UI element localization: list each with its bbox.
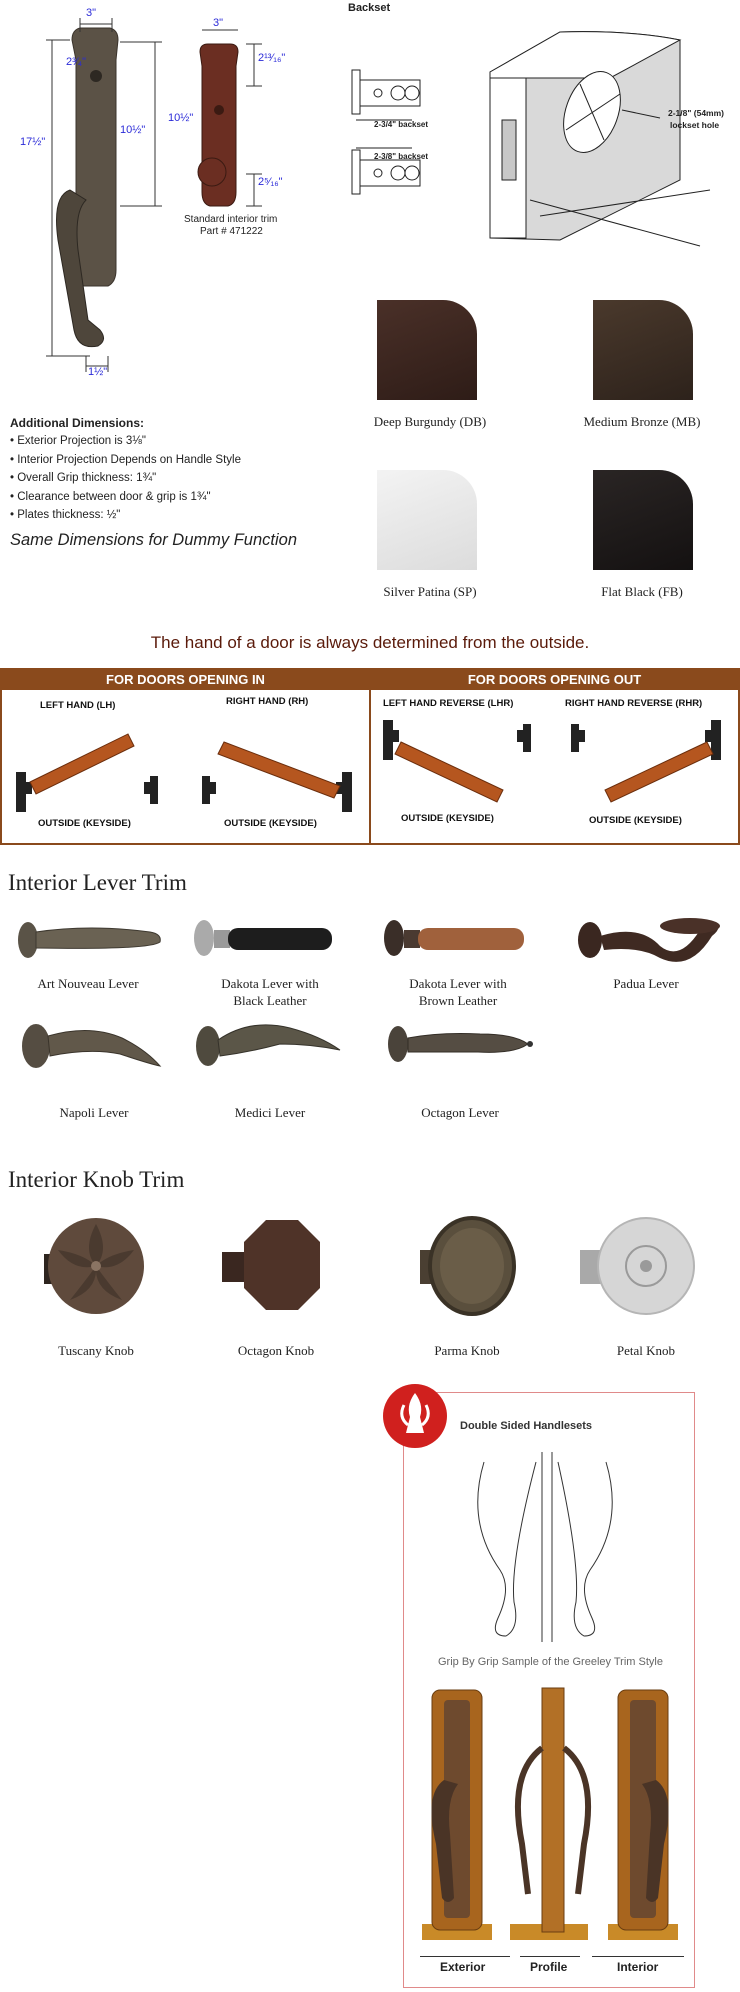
backset-label-a: 2-3/4" backset bbox=[374, 120, 429, 129]
left-hand-reverse-label: LEFT HAND REVERSE (LHR) bbox=[383, 698, 514, 709]
dakota-brown-leather-image bbox=[384, 920, 524, 956]
lever-label: Medici Lever bbox=[234, 1105, 306, 1120]
finish-swatch-silver-patina bbox=[377, 470, 477, 570]
knob-label: Petal Knob bbox=[616, 1343, 676, 1358]
dummy-function-note: Same Dimensions for Dummy Function bbox=[10, 530, 298, 549]
dim-top-width: 3" bbox=[86, 7, 97, 19]
exterior-label: Exterior bbox=[440, 1960, 486, 1974]
finish-swatch-medium-bronze bbox=[593, 300, 693, 400]
outside-keyside-label: OUTSIDE (KEYSIDE) bbox=[38, 818, 131, 829]
additional-dimensions-heading: Additional Dimensions: bbox=[10, 416, 145, 430]
lever-trim-title: Interior Lever Trim bbox=[8, 870, 187, 895]
lever-label: Octagon Lever bbox=[421, 1105, 499, 1120]
dim-grip-width: 1½" bbox=[88, 366, 108, 378]
interior-trim-part: Part # 471222 bbox=[200, 226, 263, 237]
dim-overall-height: 17½" bbox=[20, 136, 46, 148]
lever-label: Napoli Lever bbox=[59, 1105, 129, 1120]
dim-interior-width: 3" bbox=[213, 17, 224, 29]
outside-keyside-label: OUTSIDE (KEYSIDE) bbox=[589, 815, 682, 826]
backset-title: Backset bbox=[348, 2, 391, 14]
promo-subtitle: Grip By Grip Sample of the Greeley Trim Style bbox=[438, 1656, 663, 1668]
lever-images bbox=[0, 906, 740, 1096]
knob-label: Tuscany Knob bbox=[58, 1343, 134, 1358]
parma-knob-image bbox=[420, 1218, 514, 1314]
handing-panel-opening-in bbox=[0, 668, 371, 845]
finish-swatch-flat-black bbox=[593, 470, 693, 570]
knob-images bbox=[0, 1210, 740, 1330]
handleset-outline-drawing bbox=[470, 1452, 620, 1642]
lever-label: Dakota Lever with bbox=[221, 976, 319, 991]
lever-label: Padua Lever bbox=[613, 976, 679, 991]
finish-label: Flat Black (FB) bbox=[601, 584, 683, 599]
outside-keyside-label: OUTSIDE (KEYSIDE) bbox=[224, 818, 317, 829]
handing-panel-title: FOR DOORS OPENING OUT bbox=[371, 670, 738, 690]
finish-label: Medium Bronze (MB) bbox=[583, 414, 701, 429]
additional-dimensions-list bbox=[10, 432, 350, 525]
brand-logo-icon bbox=[382, 1383, 448, 1449]
profile-underline bbox=[520, 1956, 580, 1957]
interior-trim-caption: Standard interior trim bbox=[184, 214, 278, 225]
exterior-underline bbox=[420, 1956, 510, 1957]
finish-label: Deep Burgundy (DB) bbox=[373, 414, 487, 429]
petal-knob-image bbox=[580, 1218, 694, 1314]
handing-panel-title: FOR DOORS OPENING IN bbox=[2, 670, 369, 690]
interior-label: Interior bbox=[617, 1960, 659, 1974]
dim-interior-top: 2¹³⁄₁₆" bbox=[258, 52, 286, 64]
handing-panel-opening-out bbox=[369, 668, 740, 845]
lever-label: Dakota Lever with bbox=[409, 976, 507, 991]
backset-label-b: 2-3/8" backset bbox=[374, 152, 429, 161]
outside-keyside-label: OUTSIDE (KEYSIDE) bbox=[401, 813, 494, 824]
dimension-item: • Clearance between door & grip is 1¾" bbox=[10, 490, 211, 503]
hole-label-2: lockset hole bbox=[670, 120, 720, 130]
greeley-profile-image bbox=[510, 1688, 588, 1940]
lever-label: Art Nouveau Lever bbox=[37, 976, 139, 991]
interior-underline bbox=[592, 1956, 684, 1957]
greeley-trim-photos bbox=[418, 1684, 686, 1954]
dimension-item: • Exterior Projection is 3⅛" bbox=[10, 435, 146, 447]
dakota-black-leather-image bbox=[194, 920, 332, 956]
hole-label-1: 2-1/8" (54mm) bbox=[668, 108, 724, 118]
knob-label: Parma Knob bbox=[434, 1343, 500, 1358]
backset-diagram bbox=[330, 0, 740, 260]
dimension-item: • Plates thickness: ½" bbox=[10, 509, 121, 521]
dimension-item: • Interior Projection Depends on Handle Style bbox=[10, 453, 241, 466]
knob-trim-title: Interior Knob Trim bbox=[8, 1167, 185, 1192]
greeley-exterior-image bbox=[422, 1690, 492, 1940]
finish-label: Silver Patina (SP) bbox=[383, 584, 477, 599]
profile-label: Profile bbox=[530, 1960, 568, 1974]
door-swing-diagram-in bbox=[2, 710, 369, 820]
lever-label-line2: Brown Leather bbox=[418, 993, 498, 1008]
octagon-knob-image bbox=[222, 1220, 320, 1310]
art-nouveau-lever-image bbox=[18, 922, 160, 958]
lever-label-line2: Black Leather bbox=[233, 993, 307, 1008]
dimension-item: • Overall Grip thickness: 1¾" bbox=[10, 472, 157, 484]
dim-interior-height: 10½" bbox=[168, 112, 194, 124]
finish-swatch-deep-burgundy bbox=[377, 300, 477, 400]
napoli-lever-image bbox=[22, 1024, 160, 1068]
knob-label: Octagon Knob bbox=[237, 1343, 315, 1358]
octagon-lever-image bbox=[388, 1026, 533, 1062]
promo-title: Double Sided Handlesets bbox=[460, 1420, 593, 1432]
dim-thumb-drop: 2³⁄₄" bbox=[66, 56, 87, 68]
door-swing-diagram-out bbox=[371, 710, 738, 820]
dim-plate-height: 10½" bbox=[120, 124, 146, 136]
left-hand-label: LEFT HAND (LH) bbox=[40, 700, 116, 711]
handleset-dimension-drawing bbox=[0, 0, 330, 380]
medici-lever-image bbox=[196, 1025, 340, 1066]
right-hand-reverse-label: RIGHT HAND REVERSE (RHR) bbox=[565, 698, 703, 709]
tuscany-knob-image bbox=[44, 1218, 144, 1314]
right-hand-label: RIGHT HAND (RH) bbox=[226, 696, 309, 707]
additional-dimensions bbox=[10, 414, 350, 550]
handing-statement: The hand of a door is always determined from the outside. bbox=[150, 633, 590, 652]
greeley-interior-image bbox=[608, 1690, 678, 1940]
dim-interior-bottom: 2⁵⁄₁₆" bbox=[258, 176, 283, 188]
padua-lever-image bbox=[578, 918, 720, 962]
